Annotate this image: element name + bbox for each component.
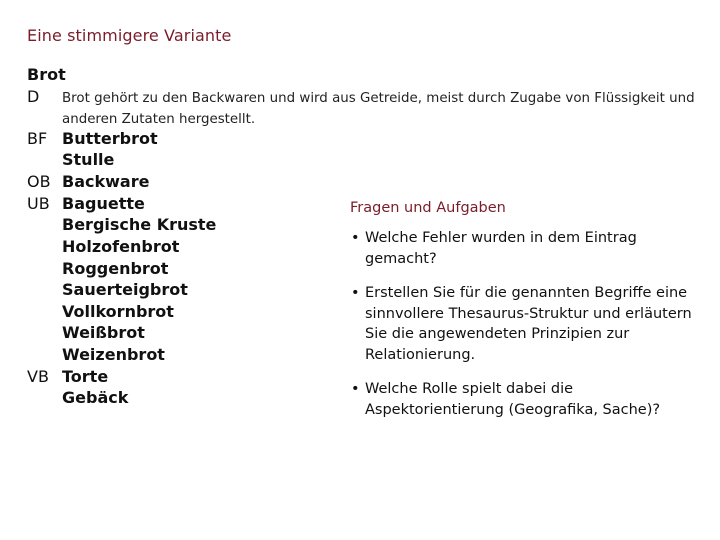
bullet-icon: • xyxy=(351,285,360,301)
relation-tag: UB xyxy=(27,194,50,213)
question-text: Erstellen Sie für die genannten Begriffe eine sinnvollere Thesaurus-Struktur und erläutern Sie die angewendeten Prinzipien zur Relationierung. xyxy=(365,285,692,363)
relation-term: Holzofenbrot xyxy=(62,237,180,256)
entry-term: Brot xyxy=(27,65,66,84)
relation-tag: OB xyxy=(27,172,51,191)
relation-tag: VB xyxy=(27,367,49,386)
relation-term: Weißbrot xyxy=(62,323,145,342)
relation-tag: BF xyxy=(27,129,48,148)
relation-term: Roggenbrot xyxy=(62,259,169,278)
relation-term: Sauerteigbrot xyxy=(62,280,188,299)
slide-title: Eine stimmigere Variante xyxy=(27,26,232,45)
relation-term: Vollkornbrot xyxy=(62,302,174,321)
relation-term: Bergische Kruste xyxy=(62,215,217,234)
relation-term: Butterbrot xyxy=(62,129,158,148)
relation-term: Backware xyxy=(62,172,150,191)
definition-text: Brot gehört zu den Backwaren und wird aus Getreide, meist durch Zugabe von Flüssigkeit und anderen Zutaten hergestellt. xyxy=(62,91,695,127)
bullet-icon: • xyxy=(351,230,360,246)
relation-term: Baguette xyxy=(62,194,145,213)
questions-list xyxy=(350,228,700,420)
relation-term: Weizenbrot xyxy=(62,345,165,364)
questions-title: Fragen und Aufgaben xyxy=(350,200,506,216)
question-text: Welche Fehler wurden in dem Eintrag gemacht? xyxy=(365,230,637,267)
question-text: Welche Rolle spielt dabei die Aspektorientierung (Geografika, Sache)? xyxy=(365,381,661,418)
question-item xyxy=(350,228,700,269)
question-item xyxy=(350,283,700,365)
definition-tag: D xyxy=(27,87,40,106)
relation-term: Torte xyxy=(62,367,109,386)
bullet-icon: • xyxy=(351,381,360,397)
question-item xyxy=(350,379,700,420)
questions-panel xyxy=(350,200,700,434)
relation-term: Gebäck xyxy=(62,388,129,407)
relation-term: Stulle xyxy=(62,150,115,169)
